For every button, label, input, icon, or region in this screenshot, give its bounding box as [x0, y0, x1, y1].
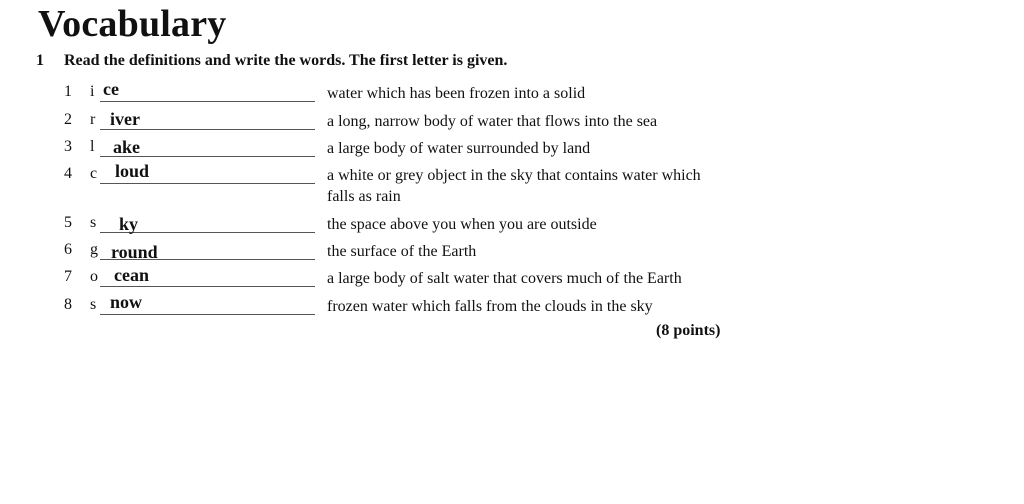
- item-number: 8: [64, 296, 72, 313]
- item-definition: a white or grey object in the sky that contains water which falls as rain: [327, 167, 701, 205]
- exercise-number: 1: [36, 52, 44, 69]
- answer-line: [100, 314, 315, 315]
- points-total: (8 points): [656, 322, 721, 339]
- item-number: 2: [64, 111, 72, 128]
- answer-field[interactable]: ce: [103, 79, 119, 99]
- answer-field[interactable]: round: [111, 242, 158, 262]
- list-item: [0, 241, 1024, 271]
- answer-field[interactable]: loud: [115, 161, 150, 181]
- list-item: [0, 138, 1024, 168]
- item-definition: a large body of water surrounded by land: [327, 140, 591, 157]
- item-number: 3: [64, 138, 72, 155]
- item-first-letter: l: [90, 138, 95, 155]
- answer-line: [100, 101, 315, 102]
- answer-field[interactable]: now: [110, 292, 143, 312]
- item-definition: a large body of salt water that covers much of the Earth: [327, 270, 682, 287]
- list-item: [0, 161, 1024, 209]
- list-item: [0, 265, 1024, 298]
- item-first-letter: s: [90, 296, 97, 313]
- item-number: 4: [64, 165, 72, 182]
- item-first-letter: r: [90, 111, 96, 128]
- item-definition: the space above you when you are outside: [327, 216, 597, 233]
- item-first-letter: s: [90, 214, 97, 231]
- item-first-letter: c: [90, 165, 98, 182]
- answer-field[interactable]: iver: [110, 109, 140, 129]
- answer-field[interactable]: ake: [113, 137, 140, 157]
- list-item: [0, 292, 1024, 326]
- answer-line: [100, 286, 315, 287]
- answer-field[interactable]: ky: [119, 214, 139, 234]
- item-number: 1: [64, 83, 72, 100]
- item-first-letter: i: [90, 83, 95, 100]
- exercise-instruction: Read the definitions and write the words. The first letter is given.: [64, 52, 508, 69]
- answer-field[interactable]: cean: [114, 265, 149, 285]
- item-first-letter: g: [90, 241, 98, 258]
- page-title: Vocabulary: [38, 3, 227, 45]
- list-item: [0, 79, 1024, 113]
- list-item: [0, 111, 1024, 141]
- item-first-letter: o: [90, 268, 98, 285]
- answer-line: [100, 183, 315, 184]
- item-definition: water which has been frozen into a solid: [327, 85, 586, 102]
- item-definition: frozen water which falls from the clouds in the sky: [327, 298, 653, 315]
- list-item: [0, 214, 1024, 244]
- item-number: 5: [64, 214, 72, 231]
- item-definition: the surface of the Earth: [327, 243, 477, 260]
- item-number: 6: [64, 241, 72, 258]
- item-number: 7: [64, 268, 72, 285]
- item-definition: a long, narrow body of water that flows into the sea: [327, 113, 658, 130]
